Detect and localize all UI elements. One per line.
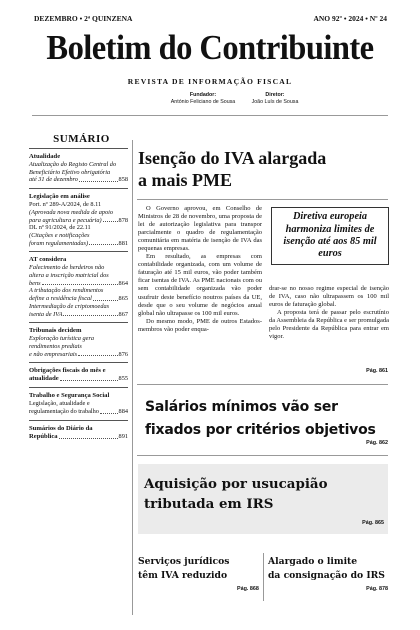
entry-line: Falecimento de herdeiros não <box>29 264 105 272</box>
article-title-line: Salários mínimos vão ser <box>145 399 338 415</box>
entry-row <box>29 433 128 441</box>
director-credit <box>249 92 301 106</box>
article-page-ref: Pág. 878 <box>366 586 388 592</box>
sumario-section-tribunais[interactable] <box>29 322 128 362</box>
entry-line: A tributação dos rendimentos <box>29 287 104 295</box>
entry-row <box>29 375 128 383</box>
article-title-line: da consignação do IRS <box>268 570 385 581</box>
entry-row <box>29 176 128 184</box>
article-page-ref: Pág. 865 <box>362 520 384 526</box>
date-line: DEZEMBRO • 2ª QUINZENA <box>34 14 133 23</box>
entry-text: República <box>29 432 58 440</box>
article-rule <box>137 384 388 385</box>
lead-paragraph: Em resultado, as empresas com contabilidade organizada, com um volume de faturação até 15 mil euros, vão poder também ficar isentas de IVA. As PME nacionais com ou sem contabilidade organizada vão poder usufruir deste benefício noutros países da UE, desde que o seu volume de negócios anual global não ultrapasse os 100 mil euros. <box>138 253 262 317</box>
entry-row <box>29 311 128 319</box>
section-heading: Atualidade <box>29 153 61 160</box>
masthead: Boletim do Contribuinte <box>46 28 374 67</box>
entry-row <box>29 351 128 359</box>
entry-text: até 31 de dezembro <box>29 176 78 184</box>
entry-line: Atualização do Registo Central do <box>29 161 117 168</box>
article-title-line: Alargado o limite <box>268 556 358 567</box>
sumario-section-legislacao[interactable] <box>29 188 128 251</box>
entry-line: Legislação, atualidade e <box>29 400 90 408</box>
entry-page: 858 <box>118 176 128 184</box>
entry-line: rendimentos prediais <box>29 342 82 350</box>
entry-line: Exploração turística gera <box>29 335 95 343</box>
issue-line: ANO 92º • 2024 • Nº 24 <box>313 14 387 23</box>
column-divider <box>263 553 264 601</box>
entry-line: (Aprovada nova medida de apoio <box>29 208 114 216</box>
entry-text: isenta de IVA <box>29 310 63 318</box>
lead-title-line: Isenção do IVA alargada <box>138 148 327 168</box>
sumario-section-obrigacoes[interactable] <box>29 362 128 387</box>
founder-label: Fundador: <box>189 92 217 98</box>
entry-page: 876 <box>118 350 128 358</box>
founder-name: António Feliciano de Sousa <box>170 99 236 105</box>
sumario-title: SUMÁRIO <box>53 133 110 145</box>
entry-line: DL nº 91/2024, de 22.11 <box>29 224 91 232</box>
sumario-section-diario[interactable] <box>29 420 128 445</box>
article-page-ref: Pág. 868 <box>237 586 259 592</box>
entry-text: foram regulamentadas) <box>29 239 89 247</box>
article-rule <box>137 455 388 456</box>
article-title-line: têm IVA reduzido <box>138 570 228 581</box>
article-salarios-title[interactable] <box>145 396 395 442</box>
director-name: João Luís de Sousa <box>251 99 299 105</box>
subtitle: REVISTA DE INFORMAÇÃO FISCAL <box>127 77 293 86</box>
entry-line: Beneficiário Efetivo obrigatória <box>29 168 111 176</box>
entry-line: (Citações e notificações <box>29 231 90 239</box>
entry-page: 881 <box>118 239 128 247</box>
entry-row <box>29 280 128 288</box>
article-usucapiao-title[interactable] <box>144 474 384 514</box>
section-heading: Trabalho e Segurança Social <box>29 392 110 400</box>
entry-text: bens <box>29 279 41 287</box>
entry-row <box>29 408 128 416</box>
lead-paragraph: Do mesmo modo, PME de outros Estados-membros vão poder enqua- <box>138 317 262 333</box>
lead-article-title[interactable] <box>138 147 393 191</box>
entry-page: 891 <box>118 432 128 440</box>
article-consignacao-title[interactable] <box>268 555 393 583</box>
lead-callout: Diretiva europeia harmoniza limites de isenção até aos 85 mil euros <box>271 207 389 265</box>
lead-page-ref: Pág. 861 <box>366 368 388 374</box>
lead-title-line: a mais PME <box>138 170 232 190</box>
header-rule <box>32 115 388 116</box>
entry-page: 865 <box>118 295 128 303</box>
section-heading: Legislação em análise <box>29 193 90 201</box>
sumario-section-at-considera[interactable] <box>29 251 128 322</box>
entry-row <box>29 240 128 248</box>
entry-page: 867 <box>118 310 128 318</box>
lead-column-1 <box>138 205 262 334</box>
entry-page: 855 <box>118 375 128 383</box>
entry-line: Intermediação de criptomoedas <box>29 302 110 310</box>
entry-line: altera a inscrição matricial dos <box>29 272 109 280</box>
article-page-ref: Pág. 862 <box>366 440 388 446</box>
lead-paragraph: O Governo aprovou, em Conselho de Ministros de 28 de novembro, uma proposta de lei de autorização legislativa para transpor parcialmente o quadro de regulamentação comunitária em matéria de isenção de IVA das pequenas empresas. <box>138 205 262 253</box>
entry-text: define a residência fiscal <box>29 295 92 303</box>
entry-page: 864 <box>118 279 128 287</box>
article-title-line: Aquisição por usucapião <box>144 476 328 492</box>
entry-text: regulamentação do trabalho <box>29 408 99 416</box>
entry-row <box>29 295 128 303</box>
entry-text: e não empresariais <box>29 350 78 358</box>
article-title-line: fixados por critérios objetivos <box>145 422 376 438</box>
lead-paragraph: A proposta terá de passar pelo escrutínio da Assembleia da República e ser promulgada pelo Presidente da República para entrar em vigor. <box>269 309 389 341</box>
lead-column-2 <box>269 285 389 341</box>
top-line <box>34 14 387 26</box>
sumario-section-atualidade[interactable] <box>29 148 128 188</box>
lead-rule <box>137 199 388 200</box>
section-heading: Obrigações fiscais do mês e <box>29 367 106 375</box>
entry-text: atualidade <box>29 375 59 383</box>
director-label: Diretor: <box>265 92 285 98</box>
entry-line: Port. nº 289-A/2024, de 8.11 <box>29 201 102 209</box>
entry-page: 878 <box>118 216 128 224</box>
sumario-section-trabalho[interactable] <box>29 387 128 419</box>
sumario-sidebar <box>29 133 128 445</box>
entry-page: 884 <box>118 408 128 416</box>
lead-paragraph: drar-se no nosso regime especial de isenção de IVA, caso não ultrapassem os 100 mil euros de faturação global. <box>269 285 389 309</box>
entry-row <box>29 217 128 225</box>
article-servicos-title[interactable] <box>138 555 258 583</box>
founder-credit <box>168 92 238 106</box>
article-title-line: tributada em IRS <box>144 496 274 512</box>
section-heading: Sumários do Diário da <box>29 424 93 432</box>
entry-text: para agricultura e pecuária) <box>29 216 102 224</box>
article-title-line: Serviços jurídicos <box>138 556 230 567</box>
section-heading: Tribunais decidem <box>29 327 82 335</box>
column-divider <box>132 140 133 615</box>
section-heading: AT considera <box>29 256 67 264</box>
